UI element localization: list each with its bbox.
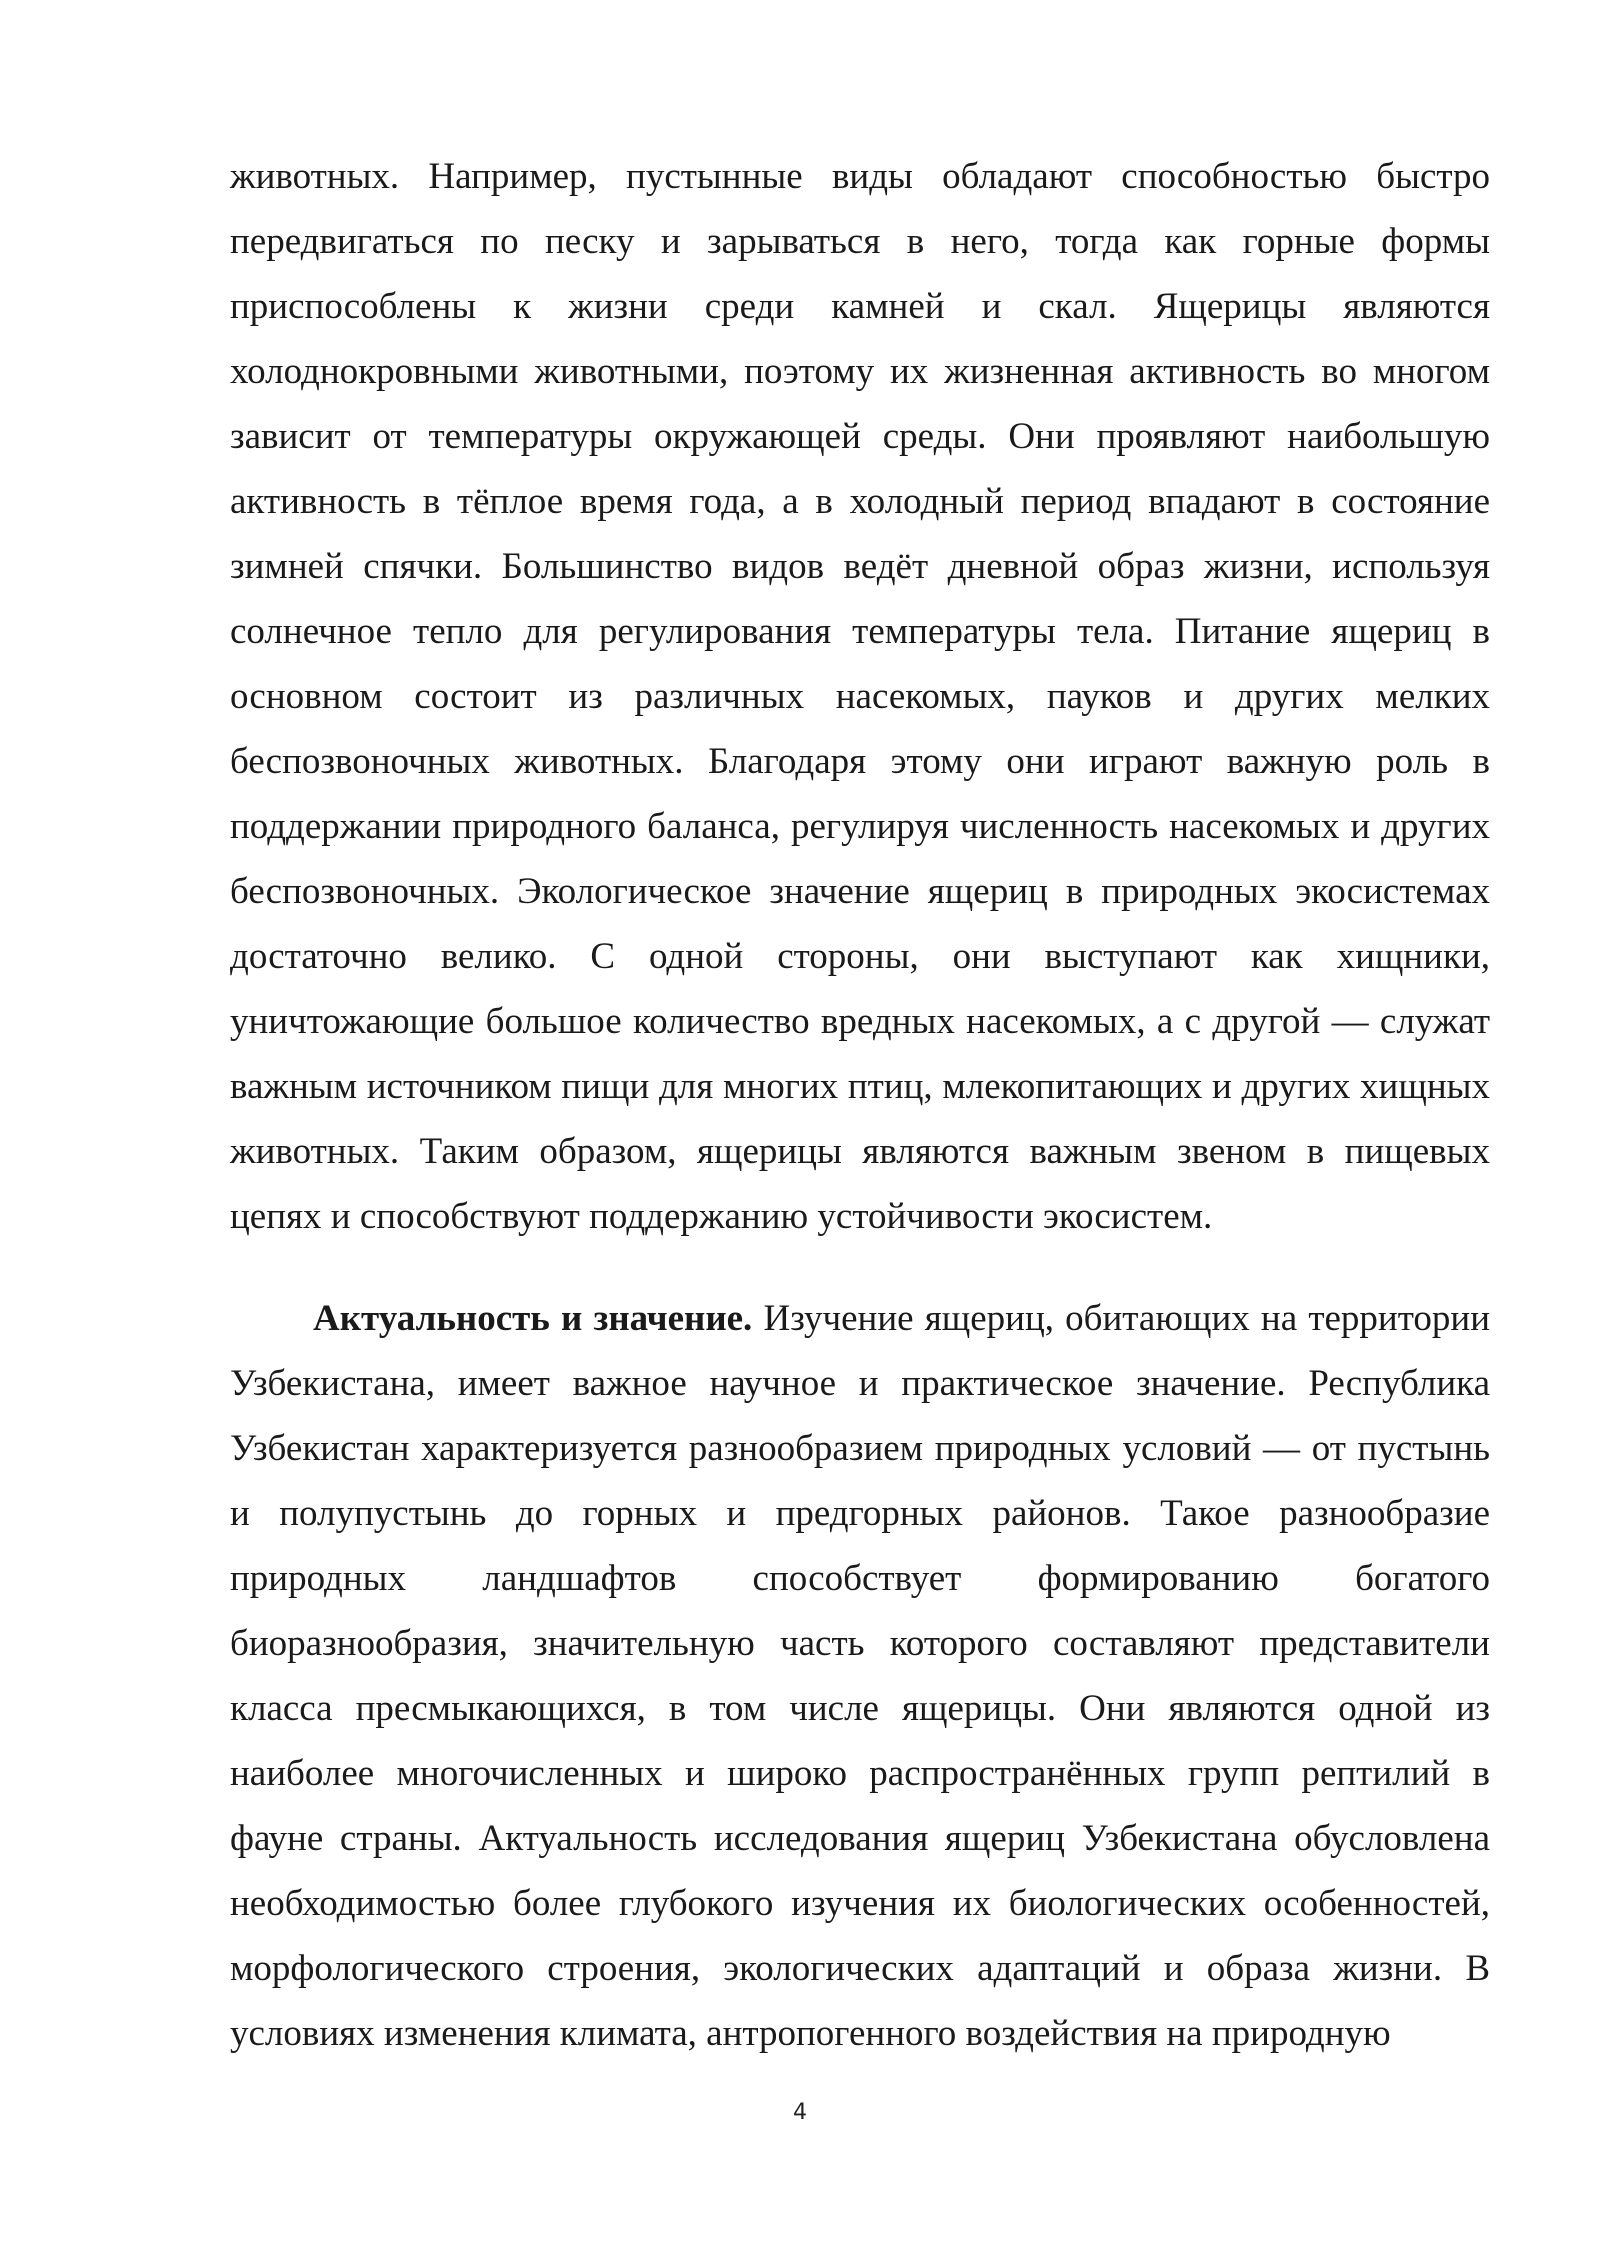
paragraph-text: Изучение ящериц, обитающих на территории Узбекистана, имеет важное научное и практическое значение. Республика Узбекистан характеризуется разнообразием природных условий — от пустынь и полупустынь до горных и предгорных районов. Такое разнообразие природных ландшафтов способствует формированию богатого биоразнообразия, значительную часть которого составляют представители класса пресмыкающихся, в том числе ящерицы. Они являются одной из наиболее многочисленных и широко распространённых групп рептилий в фауне страны. Актуальность исследования ящериц Узбекистана обусловлена необходимостью более глубокого изучения их биологических особенностей, морфологического строения, экологических адаптаций и образа жизни. В условиях изменения климата, антропогенного воздействия на природную xyxy=(230,1298,1490,2054)
section-heading-relevance: Актуальность и значение. xyxy=(313,1298,753,1339)
paragraph-text: животных. Например, пустынные виды обладают способностью быстро передвигаться по песку и зарываться в него, тогда как горные формы приспособлены к жизни среди камней и скал. Ящерицы являются холоднокровными животными, поэтому их жизненная активность во многом зависит от температуры окружающей среды. Они проявляют наибольшую активность в тёплое время года, а в холодный период впадают в состояние зимней спячки. Большинство видов ведёт дневной образ жизни, используя солнечное тепло для регулирования температуры тела. Питание ящериц в основном состоит из различных насекомых, пауков и других мелких беспозвоночных животных. Благодаря этому они играют важную роль в поддержании природного баланса, регулируя численность насекомых и других беспозвоночных. Экологическое значение ящериц в природных экосистемах достаточно велико. С одной стороны, они выступают как хищники, уничтожающие большое количество вредных насекомых, а с другой — служат важным источником пищи для многих птиц, млекопитающих и других хищных животных. Таким образом, ящерицы являются важным звеном в пищевых цепях и способствуют поддержанию устойчивости экосистем. xyxy=(230,156,1490,1237)
paragraph-lizard-ecology xyxy=(230,144,1490,1249)
paragraph-relevance xyxy=(230,1286,1490,2066)
page-number: 4 xyxy=(793,2100,807,2125)
